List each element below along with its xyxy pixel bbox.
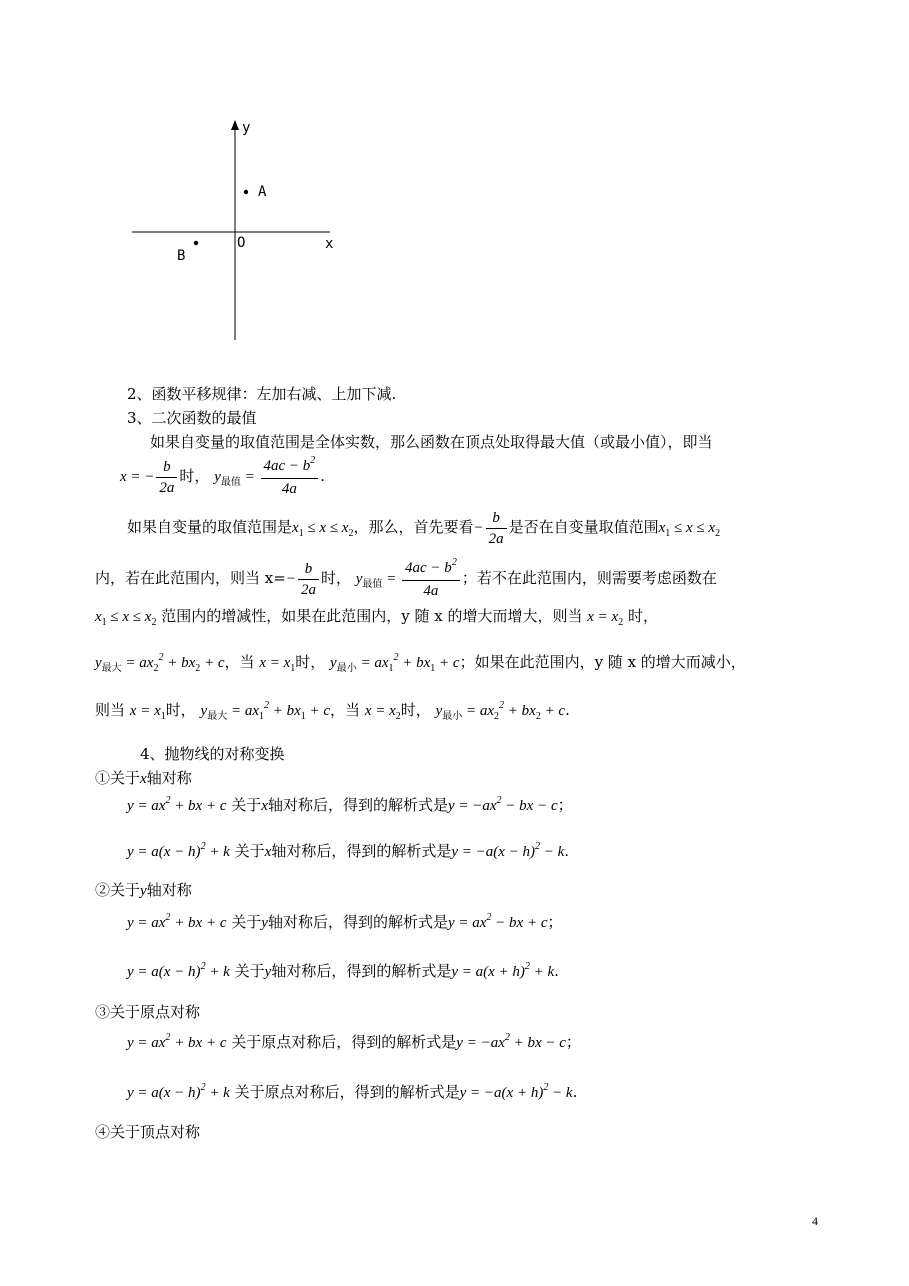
section-3-paragraph-6: 则当 $x = x_1$时， $y_{最大} = ax_1^2 + bx_1 + c$，当 $x = x_2$时， $y_{最小} = ax_2^2 + bx_2 + c$. — [95, 700, 570, 722]
section-3-paragraph-4: $x_1 \le x \le x_2$ 范围内的增减性，如果在此范围内，y 随 x 的增大而增大，则当 $x = x_2$ 时， — [95, 607, 658, 628]
coordinate-axes-graphic — [120, 110, 360, 350]
coordinate-figure — [120, 110, 360, 350]
x-axis-rule-1: $y = ax^2$ + bx + c 关于x轴对称后，得到的解析式是$y = -ax^2$ − bx − c； — [127, 795, 573, 814]
y-axis-label: y — [242, 120, 251, 136]
y-axis-rule-1: $y = ax^2$ + bx + c 关于y轴对称后，得到的解析式是$y = ax^2$ − bx + c； — [127, 912, 563, 931]
section-4-title: 4、抛物线的对称变换 — [140, 745, 285, 763]
section-3-title: 3、二次函数的最值 — [127, 409, 257, 427]
section-3-paragraph-2: 如果自变量的取值范围是$x_1 \le x \le x_2$，那么，首先要看− $\frac{b}{2a}$ 是否在自变量取值范围$x_1 \le x \le x_2$ — [127, 510, 721, 547]
vertex-formula-line: x = − $\frac{b}{2a}$ 时， $y_{最值}$ = $\frac{4ac - b^2}{4a}$ . — [120, 455, 326, 497]
origin-rule-2: $y = a(x - h)^2 + k$ 关于原点对称后，得到的解析式是$y = -a(x + h)^2 - k$. — [127, 1082, 578, 1101]
point-a-dot — [244, 190, 248, 194]
vertex-x-formula: x = − $\frac{b}{2a}$ — [120, 469, 179, 485]
y-axis-rule-2: $y = a(x - h)^2 + k$ 关于y轴对称后，得到的解析式是$y = a(x + h)^2 + k$. — [127, 961, 559, 980]
origin-rule-1: $y = ax^2$ + bx + c 关于原点对称后，得到的解析式是$y = -ax^2$ + bx − c； — [127, 1032, 581, 1051]
page-number: 4 — [812, 1214, 818, 1228]
point-a-label: A — [258, 184, 267, 200]
origin-label: O — [237, 235, 246, 251]
x-axis-symmetry-heading: ①关于x轴对称 — [95, 769, 192, 787]
translation-rule: 2、函数平移规律：左加右减、上加下减. — [127, 385, 397, 403]
x-axis-label: x — [325, 236, 334, 252]
y-axis-arrow-icon — [231, 120, 239, 130]
point-b-dot — [194, 241, 198, 245]
origin-symmetry-heading: ③关于原点对称 — [95, 1003, 201, 1021]
section-3-paragraph-3: 内，若在此范围内，则当 x=− $\frac{b}{2a}$ 时， $y_{最值}$ = $\frac{4ac - b^2}{4a}$ ；若不在此范围内，则需要考虑函数在 — [95, 557, 717, 599]
y-axis-symmetry-heading: ②关于y轴对称 — [95, 881, 192, 899]
point-b-label: B — [177, 248, 186, 264]
vertex-symmetry-heading: ④关于顶点对称 — [95, 1123, 201, 1141]
vertex-y-formula: $y_{最值}$ = $\frac{4ac - b^2}{4a}$ — [214, 469, 320, 485]
section-3-paragraph-5: $y_{最大} = ax_2^2 + bx_2 + c$，当 $x = x_1$时， $y_{最小} = ax_1^2 + bx_1 + c$；如果在此范围内，y 随 x 的增大而减小， — [95, 652, 746, 674]
x-axis-rule-2: $y = a(x - h)^2 + k$ 关于x轴对称后，得到的解析式是$y = -a(x - h)^2 - k$. — [127, 841, 570, 860]
section-3-paragraph-1: 如果自变量的取值范围是全体实数，那么函数在顶点处取得最大值（或最小值），即当 — [150, 433, 713, 451]
